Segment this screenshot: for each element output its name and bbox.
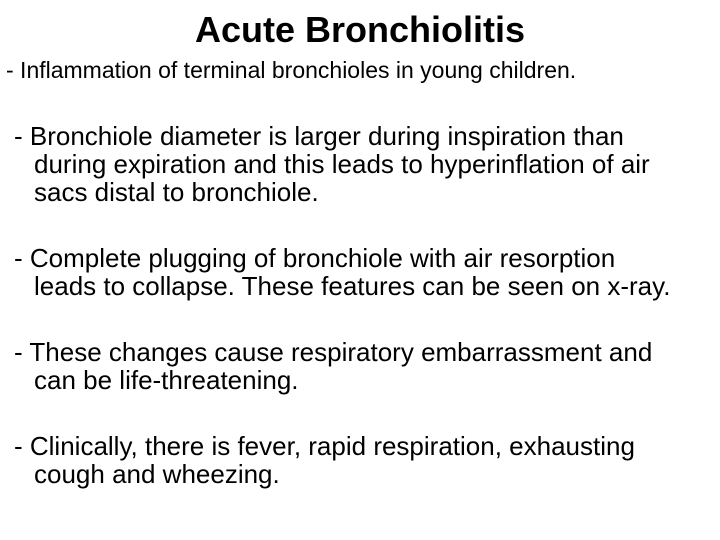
bullet-complete-plugging: [14, 244, 670, 300]
bullet-bronchiole-diameter: [14, 122, 650, 206]
bullet-line: during expiration and this leads to hyperinflation of air: [34, 149, 650, 179]
bullet-line: - Complete plugging of bronchiole with air resorption: [14, 243, 616, 273]
bullet-inflammation: [6, 56, 576, 84]
bullet-line: - Bronchiole diameter is larger during inspiration than: [14, 121, 624, 151]
bullet-clinical-features: [14, 432, 635, 488]
bullet-line: - Inflammation of terminal bronchioles in young children.: [6, 57, 577, 83]
bullet-line: cough and wheezing.: [34, 459, 280, 489]
slide-title: Acute Bronchiolitis: [194, 9, 526, 50]
bullet-line: - These changes cause respiratory embarrassment and: [14, 337, 653, 367]
bullet-line: leads to collapse. These features can be seen on x-ray.: [34, 271, 671, 301]
bullet-line: sacs distal to bronchiole.: [34, 177, 319, 207]
bullet-line: - Clinically, there is fever, rapid respiration, exhausting: [14, 431, 635, 461]
bullet-respiratory-embarrassment: [14, 338, 652, 394]
bullet-line: can be life-threatening.: [34, 365, 299, 395]
